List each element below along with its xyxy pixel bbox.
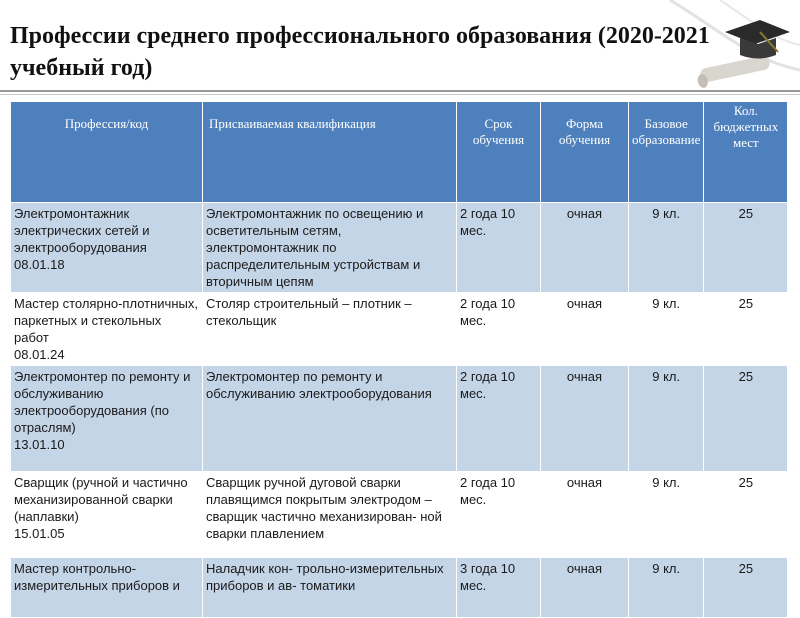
table-header-row: [11, 102, 788, 203]
duration-cell: 2 года 10 мес.: [457, 293, 541, 366]
budget-places-cell: 25: [704, 558, 788, 618]
base-education-cell: 9 кл.: [629, 558, 704, 618]
duration-cell: 3 года 10 мес.: [457, 558, 541, 618]
slide-header: [0, 0, 800, 98]
profession-name: Мастер контрольно-измерительных приборов и: [14, 561, 180, 593]
professions-table: [10, 101, 788, 618]
profession-cell: [11, 366, 203, 472]
header-duration: Срок обучения: [457, 102, 541, 203]
header-qualification: Присваиваемая квалификация: [203, 102, 457, 203]
profession-name: Электромонтажник электрических сетей и электрооборудования: [14, 206, 150, 255]
base-education-cell: 9 кл.: [629, 366, 704, 472]
base-education-cell: 9 кл.: [629, 472, 704, 558]
qualification-cell: Столяр строительный – плотник – стекольщик: [203, 293, 457, 366]
qualification-cell: Наладчик кон- трольно-измерительных приборов и ав- томатики: [203, 558, 457, 618]
table-row: [11, 293, 788, 366]
profession-cell: [11, 293, 203, 366]
qualification-cell: Электромонтажник по освещению и осветительным сетям, электромонтажник по распределительным устройствам и вторичным цепям: [203, 203, 457, 293]
budget-places-cell: 25: [704, 203, 788, 293]
qualification-cell: Сварщик ручной дуговой сварки плавящимся покрытым электродом – сварщик частично механизирован- ной сварки плавлением: [203, 472, 457, 558]
profession-name: Сварщик (ручной и частично механизированной сварки (наплавки): [14, 475, 188, 524]
profession-code: 08.01.24: [14, 347, 65, 362]
profession-code: 15.01.05: [14, 526, 65, 541]
header-study-form: Форма обучения: [541, 102, 629, 203]
study-form-cell: очная: [541, 472, 629, 558]
header-budget-places: Кол. бюджетных мест: [704, 102, 788, 203]
table-row: [11, 558, 788, 618]
study-form-cell: очная: [541, 293, 629, 366]
header-base-education: Базовое образование: [629, 102, 704, 203]
profession-name: Электромонтер по ремонту и обслуживанию электрооборудования (по отраслям): [14, 369, 191, 435]
profession-code: 08.01.18: [14, 257, 65, 272]
qualification-cell: Электромонтер по ремонту и обслуживанию электрооборудования: [203, 366, 457, 472]
table-row: [11, 203, 788, 293]
graduation-cap-icon: [600, 0, 800, 98]
profession-code: 13.01.10: [14, 437, 65, 452]
table-row: [11, 472, 788, 558]
study-form-cell: очная: [541, 203, 629, 293]
base-education-cell: 9 кл.: [629, 293, 704, 366]
study-form-cell: очная: [541, 558, 629, 618]
duration-cell: 2 года 10 мес.: [457, 366, 541, 472]
table-row: [11, 366, 788, 472]
duration-cell: 2 года 10 мес.: [457, 203, 541, 293]
base-education-cell: 9 кл.: [629, 203, 704, 293]
header-divider-thin: [0, 94, 800, 95]
budget-places-cell: 25: [704, 366, 788, 472]
budget-places-cell: 25: [704, 472, 788, 558]
profession-name: Мастер столярно-плотничных, паркетных и стекольных работ: [14, 296, 198, 345]
profession-cell: [11, 203, 203, 293]
budget-places-cell: 25: [704, 293, 788, 366]
profession-cell: [11, 558, 203, 618]
profession-cell: [11, 472, 203, 558]
page-title: Профессии среднего профессионального образования (2020-2021 учебный год): [10, 23, 710, 81]
study-form-cell: очная: [541, 366, 629, 472]
header-divider: [0, 90, 800, 92]
header-profession: Профессия/код: [11, 102, 203, 203]
duration-cell: 2 года 10 мес.: [457, 472, 541, 558]
